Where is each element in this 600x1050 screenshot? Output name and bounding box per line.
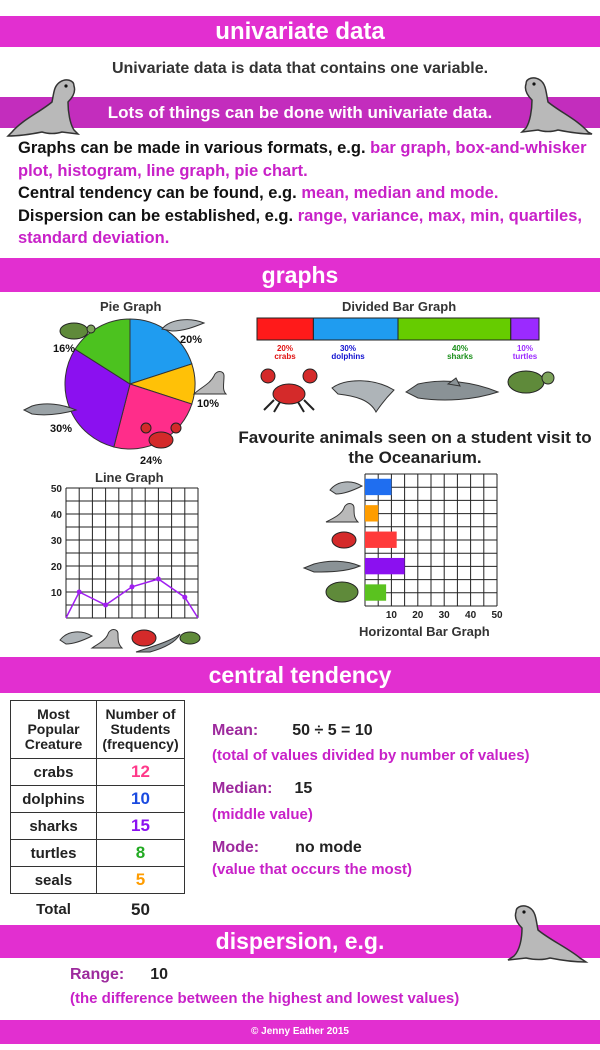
seal-left-icon bbox=[2, 72, 84, 138]
table-header-frequency: Number of Students (frequency) bbox=[97, 701, 185, 759]
favourite-caption: Favourite animals seen on a student visit to the Oceanarium. bbox=[238, 428, 592, 467]
line-y-tick: 40 bbox=[50, 510, 62, 521]
hbar-x-tick: 40 bbox=[465, 610, 477, 621]
intro-text: Univariate data is data that contains one variable. bbox=[111, 60, 489, 77]
crab-icon bbox=[138, 420, 184, 454]
row-name: turtles bbox=[11, 840, 97, 867]
central-text: can be found, e.g. bbox=[151, 184, 302, 202]
line-point-crabs bbox=[130, 584, 135, 589]
intro-paragraph bbox=[18, 137, 593, 250]
divbar-dolphins-name: dolphins bbox=[331, 352, 365, 361]
row-name: sharks bbox=[11, 813, 97, 840]
divbar-segment-sharks bbox=[398, 318, 511, 340]
line-point-turtles bbox=[182, 595, 187, 600]
mean-line bbox=[212, 722, 373, 740]
median-label: Median: bbox=[212, 780, 273, 797]
seal-right-icon bbox=[512, 68, 598, 138]
graphs-examples: bar graph, box-and-whisker plot, histogram, line graph, pie chart. bbox=[18, 139, 587, 180]
section-central-tendency: central tendency bbox=[0, 657, 600, 693]
dispersion-text: can be established, e.g. bbox=[103, 206, 298, 225]
table-row bbox=[11, 813, 185, 840]
divbar-segment-turtles bbox=[511, 318, 539, 340]
turtle-icon bbox=[502, 364, 556, 396]
range-line bbox=[70, 966, 168, 984]
divbar-turtles-name: turtles bbox=[512, 352, 538, 361]
pie-label-crabs: 24% bbox=[140, 455, 163, 467]
pie-label-sharks: 30% bbox=[50, 423, 73, 435]
horizontal-bar-graph bbox=[355, 470, 515, 621]
shark-icon bbox=[404, 378, 500, 406]
crab-icon bbox=[258, 364, 320, 414]
hbar-animals-icon bbox=[300, 474, 364, 608]
seal-icon bbox=[494, 898, 590, 962]
mode-line bbox=[212, 839, 362, 857]
divided-bar-title: Divided Bar Graph bbox=[342, 299, 457, 314]
hbar-bar-crabs bbox=[365, 532, 397, 548]
mode-label: Mode: bbox=[212, 839, 260, 856]
table-row bbox=[11, 759, 185, 786]
subheading: Lots of things can be done with univariate data. bbox=[0, 97, 600, 128]
hbar-bar-seals bbox=[365, 505, 378, 521]
footer-copyright: © Jenny Eather 2015 bbox=[0, 1020, 600, 1044]
dolphin-icon bbox=[330, 374, 396, 414]
dispersion-term: Dispersion bbox=[18, 206, 104, 225]
row-value: 5 bbox=[97, 867, 185, 894]
table-row bbox=[11, 786, 185, 813]
divbar-turtles-pct: 10% bbox=[516, 344, 533, 353]
graphs-text: can be made in various formats, e.g. bbox=[75, 139, 371, 157]
divbar-segment-dolphins bbox=[313, 318, 398, 340]
median-note: (middle value) bbox=[212, 806, 313, 823]
dispersion-examples: range, variance, max, min, quartiles, standard deviation. bbox=[18, 206, 582, 247]
divided-bar-chart bbox=[256, 317, 540, 341]
mode-value: no mode bbox=[295, 839, 362, 856]
hbar-x-tick: 30 bbox=[438, 610, 450, 621]
hbar-bar-dolphins bbox=[365, 479, 391, 495]
row-value: 10 bbox=[97, 786, 185, 813]
row-name: seals bbox=[11, 867, 97, 894]
pie-label-turtles: 16% bbox=[53, 343, 76, 355]
mean-label: Mean: bbox=[212, 722, 259, 739]
range-note: (the difference between the highest and lowest values) bbox=[70, 990, 460, 1007]
hbar-x-tick: 20 bbox=[412, 610, 424, 621]
row-value: 12 bbox=[97, 759, 185, 786]
mode-note: (value that occurs the most) bbox=[212, 861, 413, 878]
line-y-tick: 10 bbox=[50, 588, 62, 599]
mean-value: 50 ÷ 5 = 10 bbox=[292, 722, 373, 739]
shark-icon bbox=[22, 400, 78, 420]
pie-label-dolphins: 20% bbox=[180, 334, 203, 346]
median-value: 15 bbox=[294, 780, 313, 797]
table-header-creature: Most Popular Creature bbox=[11, 701, 97, 759]
dolphin-icon bbox=[160, 313, 206, 337]
line-y-tick: 20 bbox=[50, 562, 62, 573]
divbar-sharks-name: sharks bbox=[447, 352, 473, 361]
line-point-dolphins bbox=[77, 590, 82, 595]
section-graphs: graphs bbox=[0, 258, 600, 292]
hbar-title: Horizontal Bar Graph bbox=[359, 624, 490, 639]
line-y-tick: 50 bbox=[50, 484, 62, 495]
total-label: Total bbox=[36, 901, 71, 919]
turtle-icon bbox=[54, 318, 98, 342]
line-graph bbox=[40, 480, 210, 625]
page-title: univariate data bbox=[0, 16, 600, 47]
graphs-term: Graphs bbox=[18, 139, 76, 157]
central-examples: mean, median and mode. bbox=[301, 184, 499, 202]
range-label: Range: bbox=[70, 966, 125, 983]
hbar-x-tick: 50 bbox=[491, 610, 503, 621]
row-value: 8 bbox=[97, 840, 185, 867]
row-name: crabs bbox=[11, 759, 97, 786]
range-value: 10 bbox=[150, 966, 169, 983]
hbar-x-tick: 10 bbox=[385, 610, 397, 621]
central-term: Central tendency bbox=[18, 184, 152, 202]
divbar-sharks-pct: 40% bbox=[451, 344, 468, 353]
row-name: dolphins bbox=[11, 786, 97, 813]
mean-note: (total of values divided by number of values) bbox=[212, 747, 530, 764]
line-point-seals bbox=[103, 603, 108, 608]
median-line bbox=[212, 780, 312, 798]
table-row bbox=[11, 867, 185, 894]
hbar-bar-turtles bbox=[365, 584, 386, 600]
divbar-dolphins-pct: 30% bbox=[339, 344, 356, 353]
line-graph-animals-icon bbox=[58, 620, 208, 656]
table-row bbox=[11, 840, 185, 867]
frequency-table bbox=[10, 700, 185, 926]
divbar-segment-crabs bbox=[257, 318, 313, 340]
pie-title: Pie Graph bbox=[100, 299, 162, 314]
seal-icon bbox=[190, 366, 230, 396]
row-value: 15 bbox=[97, 813, 185, 840]
divbar-crabs-name: crabs bbox=[274, 352, 296, 361]
total-value: 50 bbox=[131, 899, 150, 919]
divbar-crabs-pct: 20% bbox=[276, 344, 293, 353]
line-point-sharks bbox=[156, 577, 161, 582]
line-y-tick: 30 bbox=[50, 536, 62, 547]
pie-label-seals: 10% bbox=[197, 398, 220, 410]
section-dispersion: dispersion, e.g. bbox=[0, 925, 600, 958]
hbar-bar-sharks bbox=[365, 558, 405, 574]
line-graph-title: Line Graph bbox=[95, 470, 164, 485]
